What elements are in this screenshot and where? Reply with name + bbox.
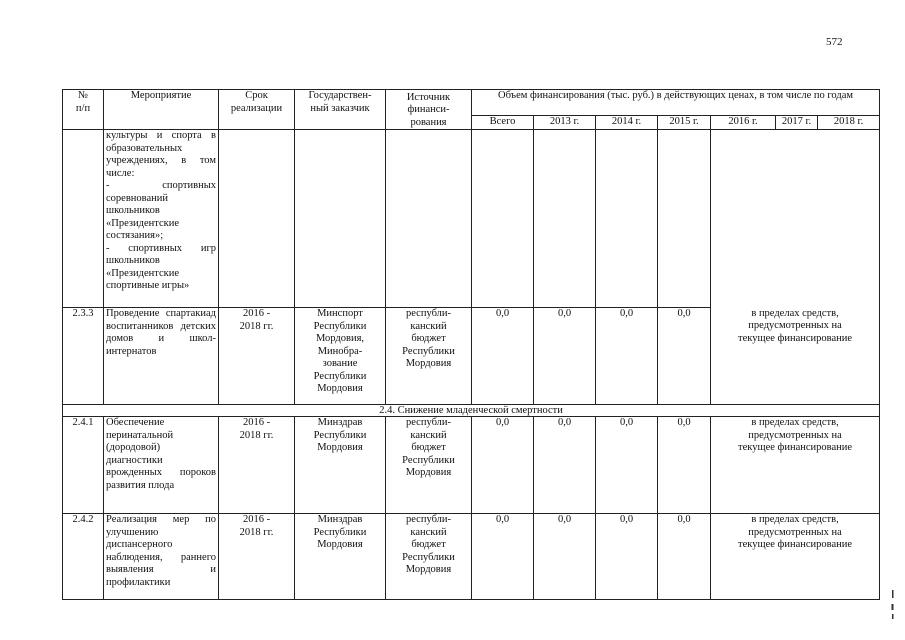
row-2014: 0,0	[596, 514, 658, 600]
table-row	[63, 417, 880, 514]
row-total: 0,0	[472, 514, 534, 600]
row-2015: 0,0	[658, 417, 711, 514]
row-customer: Минспорт Республики Мордовия, Минобра- зование Республики Мордовия	[295, 308, 386, 405]
row-note: в пределах средств, предусмотренных на текущее финансирование	[711, 308, 880, 405]
row-number: 2.3.3	[63, 308, 104, 405]
continuation-event-text: культуры и спорта в образовательных учреждениях, в том числе: - спортивных соревнований школьников «Президентские состязания»; - спортивных игр школьников «Президентские спортивные игры»	[104, 130, 219, 308]
row-note: в пределах средств, предусмотренных на текущее финансирование	[711, 514, 880, 600]
row-note: в пределах средств, предусмотренных на текущее финансирование	[711, 417, 880, 514]
section-row	[63, 405, 880, 417]
col-header-2017: 2017 г.	[776, 116, 818, 130]
row-event: Реализация мер по улучшению диспансерного наблюдения, раннего выявления и профилактики	[104, 514, 219, 600]
col-header-2015: 2015 г.	[658, 116, 711, 130]
table-row	[63, 308, 880, 405]
row-2015: 0,0	[658, 308, 711, 405]
row-2013: 0,0	[534, 417, 596, 514]
col-header-source: Источник финанси- рования	[386, 90, 472, 130]
col-header-2013: 2013 г.	[534, 116, 596, 130]
row-period: 2016 - 2018 гг.	[219, 308, 295, 405]
col-header-2014: 2014 г.	[596, 116, 658, 130]
row-period: 2016 - 2018 гг.	[219, 514, 295, 600]
row-period: 2016 - 2018 гг.	[219, 417, 295, 514]
col-header-customer: Государствен- ный заказчик	[295, 90, 386, 130]
row-2014: 0,0	[596, 308, 658, 405]
col-header-total: Всего	[472, 116, 534, 130]
row-source: республи- канский бюджет Республики Мордовия	[386, 417, 472, 514]
row-number: 2.4.2	[63, 514, 104, 600]
row-source: республи- канский бюджет Республики Мордовия	[386, 308, 472, 405]
header-row	[63, 90, 880, 116]
row-total: 0,0	[472, 417, 534, 514]
col-header-2016: 2016 г.	[711, 116, 776, 130]
row-2013: 0,0	[534, 308, 596, 405]
table-row	[63, 514, 880, 600]
row-total: 0,0	[472, 308, 534, 405]
funding-table	[62, 89, 880, 600]
row-number: 2.4.1	[63, 417, 104, 514]
row-2015: 0,0	[658, 514, 711, 600]
row-2014: 0,0	[596, 417, 658, 514]
row-event: Проведение спартакиад воспитанников детских домов и школ-интернатов	[104, 308, 219, 405]
col-header-num: № п/п	[63, 90, 104, 130]
col-header-funding: Объем финансирования (тыс. руб.) в действующих ценах, в том числе по годам	[472, 90, 880, 116]
page-number: 572	[826, 36, 843, 48]
col-header-event: Мероприятие	[104, 90, 219, 130]
section-title: 2.4. Снижение младенческой смертности	[63, 405, 880, 417]
row-event: Обеспечение перинатальной (дородовой) диагностики врожденных пороков развития плода	[104, 417, 219, 514]
col-header-period: Срок реализации	[219, 90, 295, 130]
scan-speck	[891, 590, 895, 620]
row-2013: 0,0	[534, 514, 596, 600]
continuation-row	[63, 130, 880, 308]
row-customer: Минздрав Республики Мордовия	[295, 417, 386, 514]
row-source: республи- канский бюджет Республики Мордовия	[386, 514, 472, 600]
row-customer: Минздрав Республики Мордовия	[295, 514, 386, 600]
col-header-2018: 2018 г.	[818, 116, 880, 130]
